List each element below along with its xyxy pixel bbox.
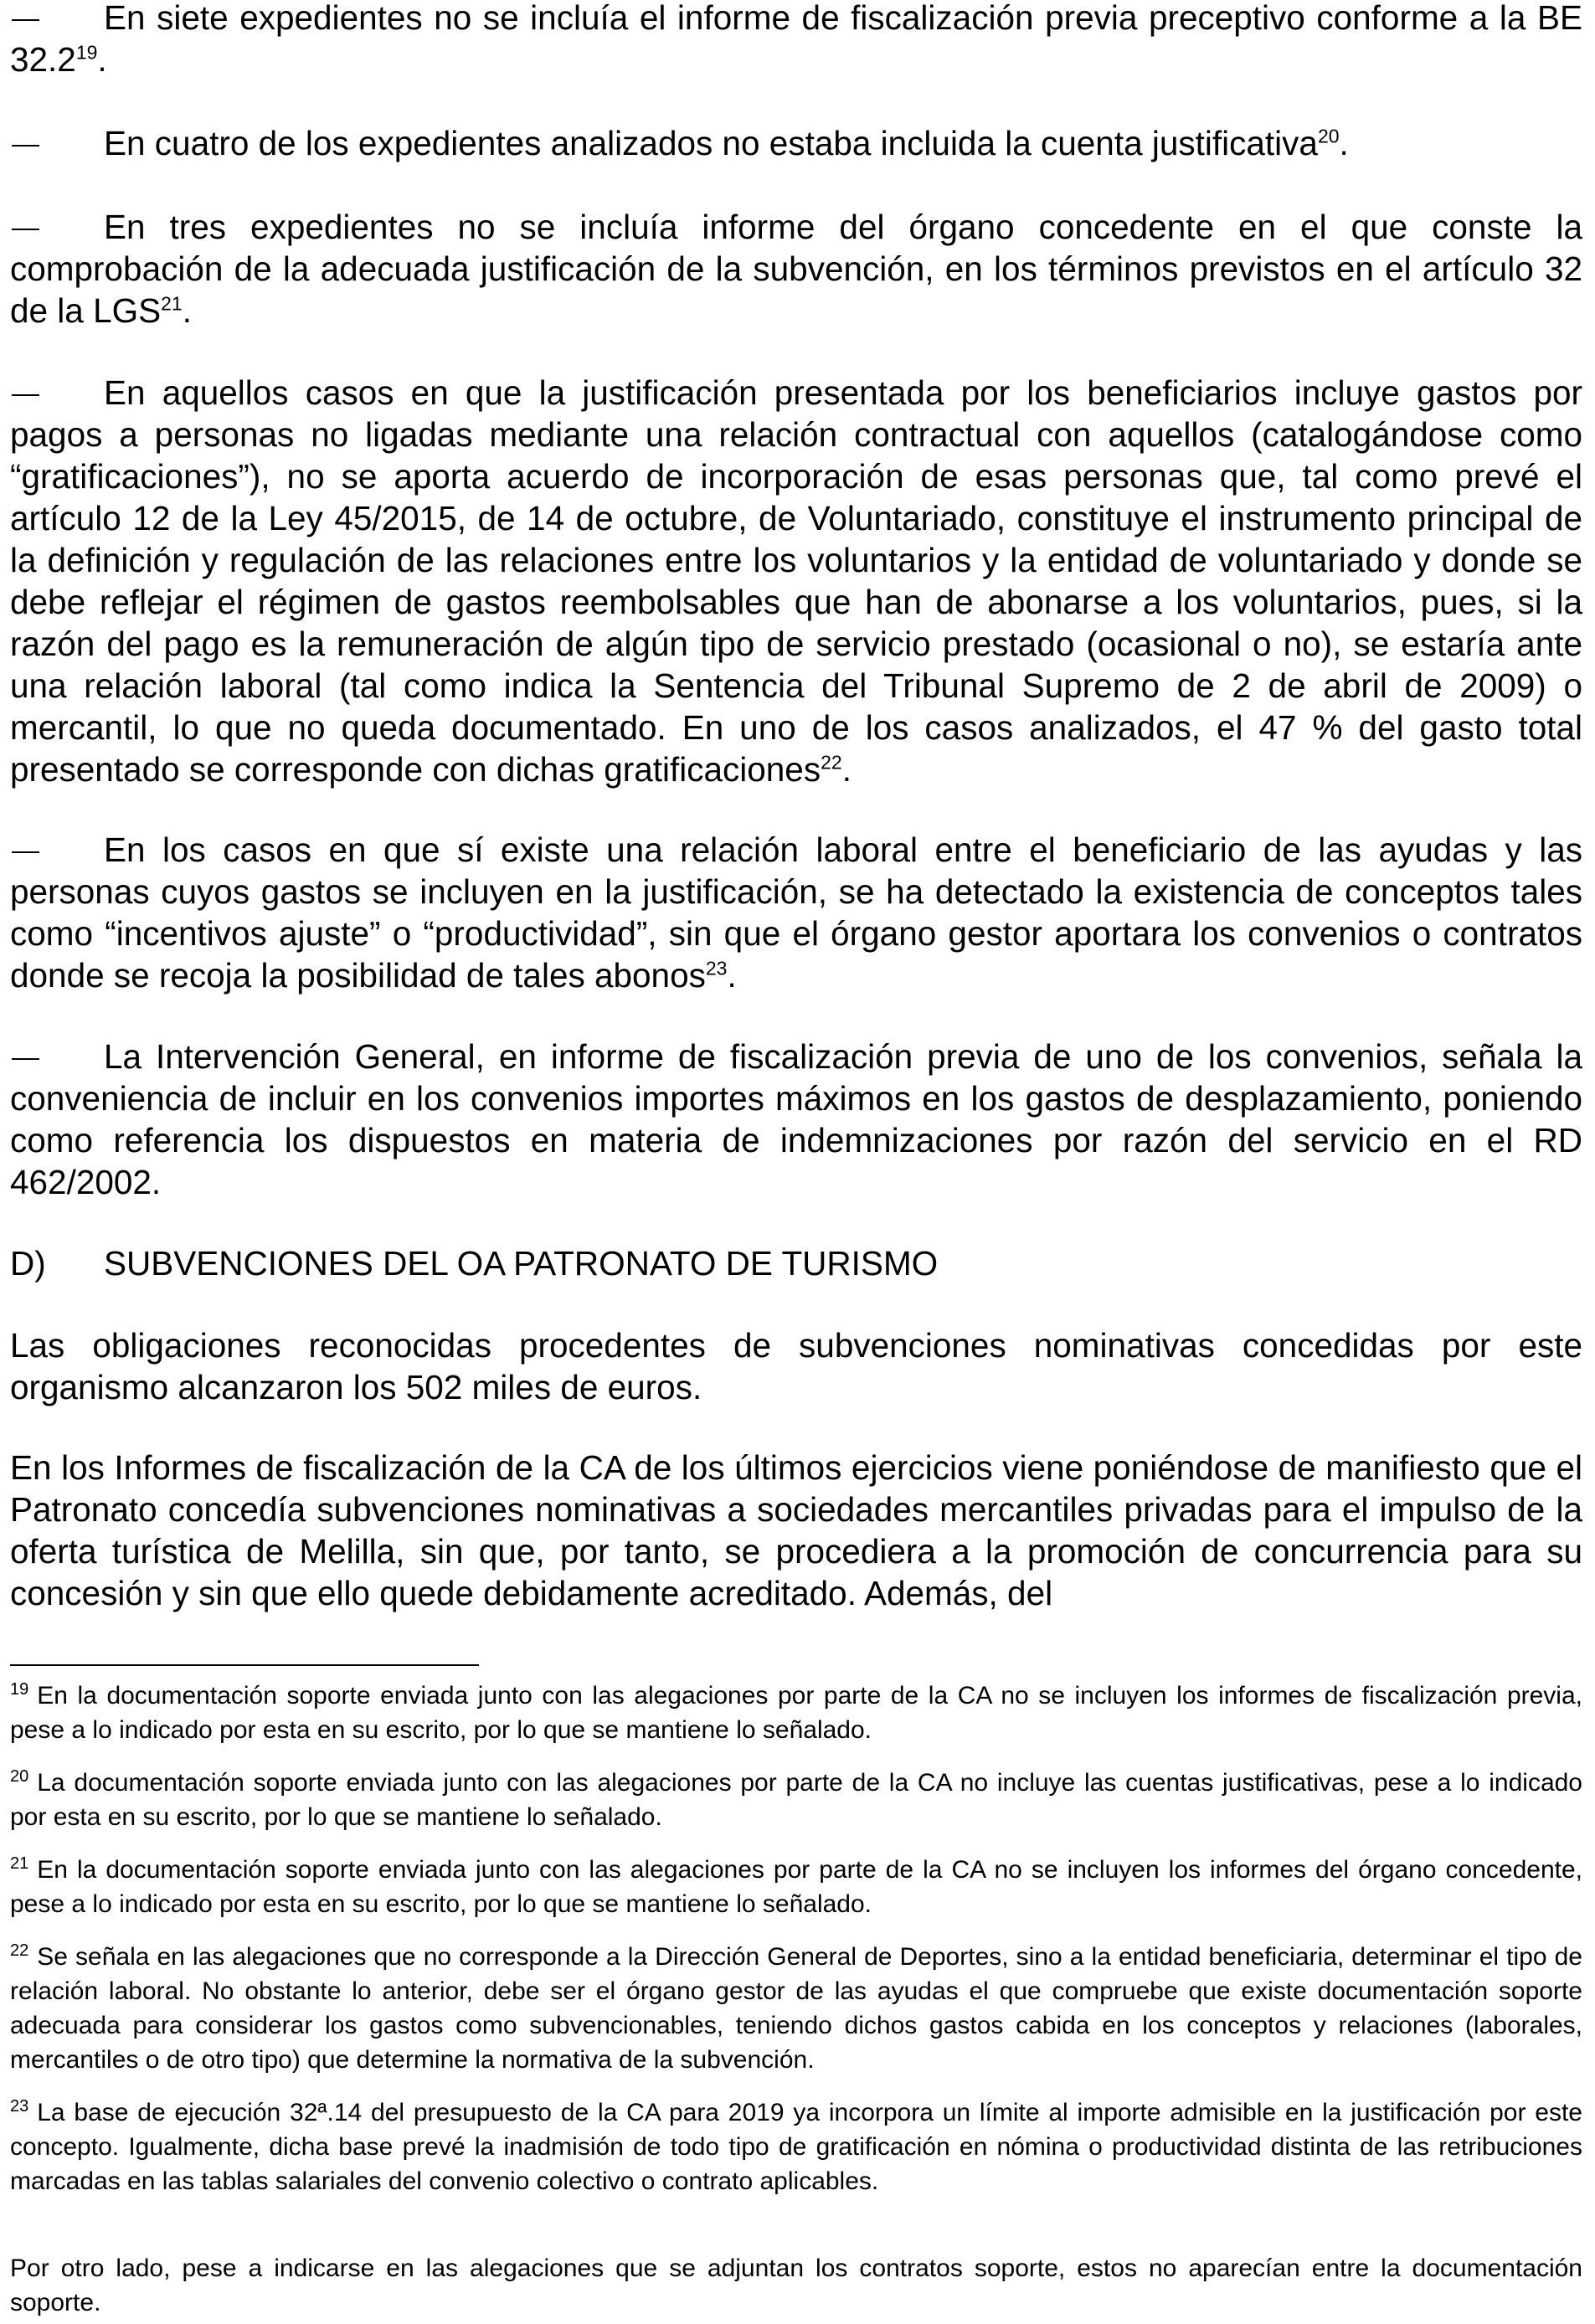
bullet-text: En siete expedientes no se incluía el informe de fiscalización previa preceptivo conforme a la BE 32.2 — [10, 0, 1582, 79]
footnote-number: 22 — [10, 1941, 29, 1960]
bullet-paragraph: En aquellos casos en que la justificación presentada por los beneficiarios incluye gastos por pagos a personas no ligadas mediante una relación contractual con aquellos (catalogándose como “gratificaciones”), no se aporta acuerdo de incorporación de esas personas que, tal como prevé el artículo 12 de la Ley 45/2015, de 14 de octubre, de Voluntariado, constituye el instrumento principal de la definición y regulación de las relaciones entre los voluntarios y la entidad de voluntariado y donde se debe reflejar el régimen de gastos reembolsables que han de abonarse a los voluntarios, pues, si la razón del pago es la remuneración de algún tipo de servicio prestado (ocasional o no), se estaría ante una relación laboral (tal como indica la Sentencia del Tribunal Supremo de 2 de abril de 2009) o mercantil, lo que no queda documentado. En uno de los casos analizados, el 47 % del gasto total presentado se corresponde con dichas gratificaciones$^{22}$. — [10, 373, 1582, 789]
bullet-paragraph: En tres expedientes no se incluía informe del órgano concedente en el que conste la comprobación de la adecuada justificación de la subvención, en los términos previstos en el artículo 32 de la LGS$^{21}$. — [10, 208, 1582, 330]
footnote-ref[interactable]: 22 — [821, 751, 842, 774]
footnote-text: Se señala en las alegaciones que no corresponde a la Dirección General de Deportes, sino a la entidad beneficiaria, determinar el tipo de relación laboral. No obstante lo anterior, debe ser el órgano gestor de las ayudas el que compruebe que existe documentación soporte adecuada para considerar los gastos como subvencionables, teniendo dichos gastos cabida en los conceptos y relaciones (laborales, mercantiles o de otro tipo) que determine la normativa de la subvención. — [10, 1943, 1582, 2074]
footnote-ref[interactable]: 23 — [705, 957, 728, 979]
bullet-paragraph: En los casos en que sí existe una relación laboral entre el beneficiario de las ayudas y las personas cuyos gastos se incluyen en la justificación, se ha detectado la existencia de conceptos tales como “incentivos ajuste” o “productividad”, sin que el órgano gestor aportara los convenios o contratos donde se recoja la posibilidad de tales abonos$^{23}$. — [10, 830, 1582, 995]
bullet-paragraph: En cuatro de los expedientes analizados no estaba incluida la cuenta justificativa$^{20}$. — [104, 124, 1349, 162]
footnote-continuation: Por otro lado, pese a indicarse en las alegaciones que se adjuntan los contratos soporte, estos no aparecían entre la documentación soporte. — [10, 2255, 1582, 2316]
bullet-paragraph: En siete expedientes no se incluía el informe de fiscalización previa preceptivo conforme a la BE 32.2$^{19}$. — [10, 0, 1582, 79]
footnote — [10, 1766, 1582, 1834]
bullet-text: En cuatro de los expedientes analizados no estaba incluida la cuenta justificativa — [104, 124, 1318, 162]
bullet-text: En los casos en que sí existe una relación laboral entre el beneficiario de las ayudas y las personas cuyos gastos se incluyen en la justificación, se ha detectado la existencia de conceptos tales como “incentivos ajuste” o “productividad”, sin que el órgano gestor aportara los convenios o contratos donde se recoja la posibilidad de tales abonos — [10, 830, 1582, 995]
footnote — [10, 2095, 1582, 2198]
footnote-separator — [10, 1664, 479, 1666]
footnote-ref[interactable]: 20 — [1317, 125, 1340, 147]
footnote-number: 23 — [10, 2097, 29, 2116]
footnote-text: En la documentación soporte enviada junto con las alegaciones por parte de la CA no se incluyen los informes de fiscalización previa, pese a lo indicado por esta en su escrito, por lo que se mantiene lo señalado. — [10, 1682, 1582, 1744]
footnote-ref[interactable]: 21 — [161, 292, 183, 315]
bullet-paragraph — [10, 1036, 1582, 1203]
footnote-number: 21 — [10, 1854, 29, 1873]
section-title: SUBVENCIONES DEL OA PATRONATO DE TURISMO — [104, 1244, 939, 1283]
footnote-text: La documentación soporte enviada junto con las alegaciones por parte de la CA no incluye las cuentas justificativas, pese a lo indicado por esta en su escrito, por lo que se mantiene lo señalado. — [10, 1769, 1582, 1831]
footnote — [10, 1679, 1582, 1747]
bullet-text: En aquellos casos en que la justificación presentada por los beneficiarios incluye gastos por pagos a personas no ligadas mediante una relación contractual con aquellos (catalogándose como “gratificaciones”), no se aporta acuerdo de incorporación de esas personas que, tal como prevé el artículo 12 de la Ley 45/2015, de 14 de octubre, de Voluntariado, constituye el instrumento principal de la definición y regulación de las relaciones entre los voluntarios y la entidad de voluntariado y donde se debe reflejar el régimen de gastos reembolsables que han de abonarse a los voluntarios, pues, si la razón del pago es la remuneración de algún tipo de servicio prestado (ocasional o no), se estaría ante una relación laboral (tal como indica la Sentencia del Tribunal Supremo de 2 de abril de 2009) o mercantil, lo que no queda documentado. En uno de los casos analizados, el 47 % del gasto total presentado se corresponde con dichas gratificaciones — [10, 373, 1582, 789]
footnote-number: 20 — [10, 1767, 29, 1786]
bullet-text: La Intervención General, en informe de fiscalización previa de uno de los convenios, señala la conveniencia de incluir en los convenios importes máximos en los gastos de desplazamiento, poniendo como referencia los dispuestos en materia de indemnizaciones por razón del servicio en el RD 462/2002. — [10, 1037, 1582, 1201]
footnote — [10, 1940, 1582, 2077]
body-paragraph: Las obligaciones reconocidas procedentes de subvenciones nominativas concedidas por este organismo alcanzaron los 502 miles de euros. — [10, 1326, 1582, 1406]
footnote-number: 19 — [10, 1680, 29, 1699]
section-letter: D) — [10, 1244, 46, 1283]
footnote-ref[interactable]: 19 — [75, 41, 98, 64]
bullet-text: En tres expedientes no se incluía informe del órgano concedente en el que conste la comprobación de la adecuada justificación de la subvención, en los términos previstos en el artículo 32 de la LGS — [10, 208, 1582, 330]
body-paragraph: En los Informes de fiscalización de la CA de los últimos ejercicios viene poniéndose de manifiesto que el Patronato concedía subvenciones nominativas a sociedades mercantiles privadas para el impulso de la oferta turística de Melilla, sin que, por tanto, se procediera a la promoción de concurrencia para su concesión y sin que ello quede debidamente acreditado. Además, del — [10, 1448, 1582, 1612]
footnote-text: En la documentación soporte enviada junto con las alegaciones por parte de la CA no se incluyen los informes del órgano concedente, pese a lo indicado por esta en su escrito, por lo que se mantiene lo señalado. — [10, 1856, 1582, 1918]
footnote-text: La base de ejecución 32ª.14 del presupuesto de la CA para 2019 ya incorpora un límite al importe admisible en la justificación por este concepto. Igualmente, dicha base prevé la inadmisión de todo tipo de gratificación en nómina o productividad distinta de las retribuciones marcadas en las tablas salariales del convenio colectivo o contrato aplicables. — [10, 2099, 1582, 2195]
section-heading — [10, 1242, 938, 1284]
footnote — [10, 1853, 1582, 1921]
